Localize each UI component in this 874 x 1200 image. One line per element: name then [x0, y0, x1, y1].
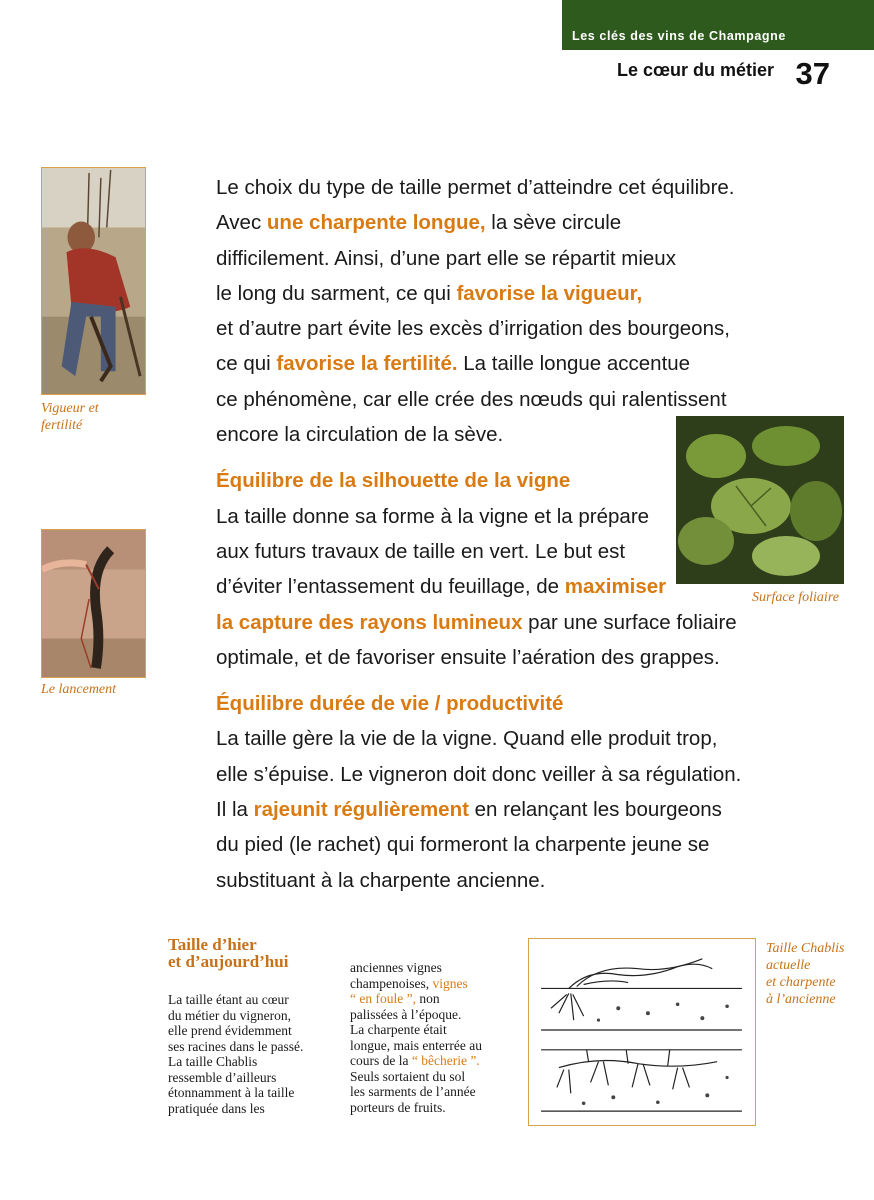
caption-diagram-line: actuelle — [766, 958, 811, 973]
pruning-sketch — [529, 939, 755, 1125]
highlight-text: maximiser — [564, 575, 667, 599]
text-run: cours de la — [350, 1053, 412, 1068]
caption-photo1-line: fertilité — [41, 418, 83, 433]
sidebar-line: pratiquée dans les — [168, 1100, 265, 1116]
text-run: en relançant les bourgeons — [468, 798, 722, 822]
sidebar-column-1 — [168, 992, 303, 1116]
section-heading: Équilibre durée de vie / productivité — [216, 692, 564, 716]
caption-diagram-line: à l’ancienne — [766, 992, 836, 1007]
paragraph-gap — [216, 452, 776, 463]
text-run: longue, mais enterrée au — [350, 1037, 482, 1053]
text-run: d’éviter l’entassement du feuillage, de — [216, 575, 565, 599]
sidebar-line: La taille étant au cœur — [168, 992, 289, 1007]
sidebar-line — [350, 976, 482, 992]
highlight-text: favorise la fertilité. — [276, 352, 458, 376]
text-run: palissées à l’époque. — [350, 1006, 462, 1022]
text-run: substituant à la charpente ancienne. — [216, 868, 546, 892]
caption-diagram-line: et charpente — [766, 975, 836, 990]
text-run: difficilement. Ainsi, d’une part elle se répartit mieux — [216, 246, 676, 270]
photo-vine-stock — [41, 529, 146, 678]
text-run: Seuls sortaient du sol — [350, 1068, 466, 1084]
text-run: par une surface foliaire — [522, 610, 737, 634]
text-run: La charpente était — [350, 1022, 447, 1037]
sidebar-line — [350, 1053, 482, 1069]
sidebar-line — [350, 1007, 482, 1023]
text-run: et d’autre part évite les excès d’irrigation des bourgeons, — [216, 317, 730, 341]
page-number: 37 — [795, 56, 830, 91]
sidebar-line: du métier du vigneron, — [168, 1007, 291, 1023]
sidebar-line — [350, 960, 482, 976]
highlight-text: favorise la vigueur, — [456, 281, 643, 305]
series-band — [562, 0, 874, 50]
sidebar-title-line: Taille d’hier — [168, 935, 257, 954]
sidebar-line: étonnamment à la taille — [168, 1085, 295, 1100]
paragraph-line — [216, 382, 776, 417]
sidebar-line: La taille Chablis — [168, 1054, 258, 1069]
text-run: le long du sarment, ce qui — [216, 281, 457, 305]
sidebar-line: ses racines dans le passé. — [168, 1038, 304, 1054]
caption-photo3: Surface foliaire — [752, 590, 839, 605]
text-run: Le choix du type de taille permet d’atteindre cet équilibre. — [216, 176, 735, 199]
series-title: Les clés des vins de Champagne — [572, 29, 786, 43]
text-run: La taille longue accentue — [457, 352, 691, 376]
text-run: la sève circule — [485, 211, 622, 235]
sidebar-line: ressemble d’ailleurs — [168, 1069, 277, 1085]
pruning-diagram — [528, 938, 756, 1126]
text-run: encore la circulation de la sève. — [216, 423, 504, 447]
paragraph-line — [216, 827, 776, 862]
text-run: du pied (le rachet) qui formeront la charpente jeune se — [216, 833, 710, 857]
section-title: Le cœur du métier — [616, 60, 774, 80]
caption-photo2: Le lancement — [41, 682, 117, 697]
sidebar-line: elle prend évidemment — [168, 1023, 292, 1038]
text-run: ce phénomène, car elle crée des nœuds qui ralentissent — [216, 387, 727, 411]
text-run: champenoises, — [350, 975, 433, 991]
text-run: Avec — [216, 211, 267, 235]
sidebar-title-line: et d’aujourd’hui — [168, 952, 289, 971]
text-run: porteurs de fruits. — [350, 1099, 446, 1115]
text-run: Il la — [216, 798, 254, 822]
text-run: non — [415, 991, 440, 1006]
paragraph-gap — [216, 675, 776, 686]
sidebar-title — [168, 936, 288, 970]
paragraph-line — [216, 170, 776, 205]
highlight-text: la capture des rayons lumineux — [216, 610, 523, 634]
paragraph-line — [216, 605, 776, 640]
section-heading: Équilibre de la silhouette de la vigne — [216, 469, 571, 493]
paragraph-line — [216, 792, 776, 827]
text-run: aux futurs travaux de taille en vert. Le but est — [216, 539, 626, 563]
text-run: les sarments de l’année — [350, 1084, 476, 1099]
text-run: optimale, et de favoriser ensuite l’aération des grappes. — [216, 645, 720, 669]
sidebar-line — [350, 991, 482, 1007]
sidebar-column-2 — [350, 960, 482, 1115]
paragraph-line — [216, 863, 776, 898]
highlight-text: “ en foule ”, — [350, 991, 416, 1006]
main-text — [216, 170, 776, 898]
paragraph-line — [216, 721, 776, 756]
caption-photo1-line: Vigueur et — [41, 401, 99, 416]
text-run: anciennes vignes — [350, 960, 442, 975]
text-run: ce qui — [216, 352, 277, 376]
sidebar-line — [350, 1069, 482, 1085]
paragraph-line — [216, 569, 776, 604]
photo-pruning-vine — [41, 167, 146, 395]
paragraph-line — [216, 276, 776, 311]
text-run: La taille gère la vie de la vigne. Quand elle produit trop, — [216, 727, 718, 751]
sidebar-line — [350, 1038, 482, 1054]
caption-diagram — [766, 940, 844, 1008]
paragraph-line — [216, 205, 776, 240]
paragraph-line — [216, 417, 776, 452]
highlight-text: rajeunit régulièrement — [253, 798, 469, 822]
text-run: La taille donne sa forme à la vigne et la prépare — [216, 504, 650, 528]
caption-photo1 — [41, 400, 99, 434]
paragraph-line — [216, 757, 776, 792]
paragraph-line — [216, 311, 776, 346]
paragraph-line — [216, 499, 776, 534]
paragraph-line — [216, 640, 776, 675]
highlight-text: vignes — [432, 975, 468, 991]
text-run: elle s’épuise. Le vigneron doit donc veiller à sa régulation. — [216, 762, 742, 786]
sidebar-line — [350, 1100, 482, 1116]
highlight-text: “ bêcherie ”. — [411, 1053, 480, 1068]
paragraph-line — [216, 346, 776, 381]
sidebar-line — [350, 1084, 482, 1100]
paragraph-line — [216, 241, 776, 276]
highlight-text: une charpente longue, — [266, 211, 486, 235]
paragraph-line — [216, 534, 776, 569]
caption-diagram-line: Taille Chablis — [766, 941, 845, 956]
sidebar-line — [350, 1022, 482, 1038]
